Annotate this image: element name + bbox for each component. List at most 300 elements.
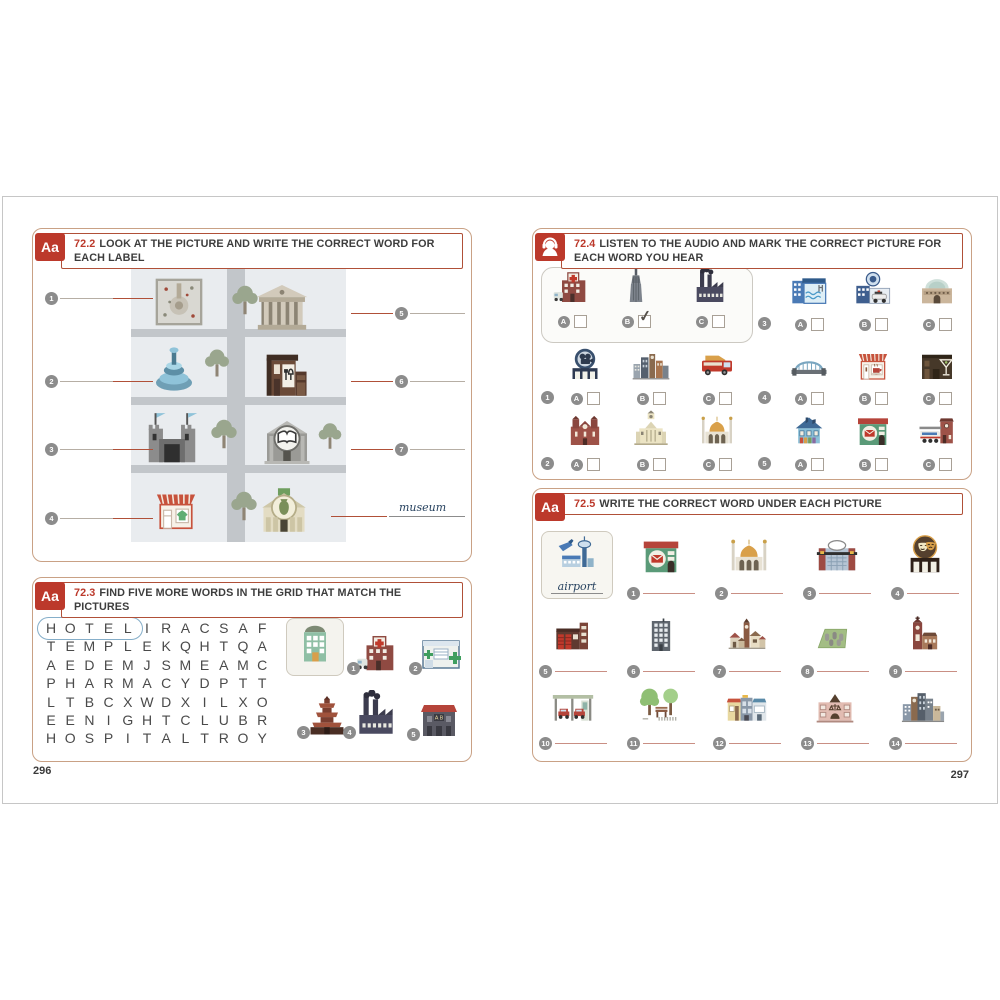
option-letter: A — [571, 459, 583, 471]
answer-blank[interactable] — [729, 743, 781, 744]
option-icon-wrap — [689, 347, 745, 389]
option-a-bridge — [781, 347, 837, 405]
exercise-title: WRITE THE CORRECT WORD UNDER EACH PICTURE — [599, 498, 882, 510]
grid-letter[interactable]: H — [65, 675, 76, 692]
grid-letter[interactable]: D — [199, 675, 210, 692]
castle-icon — [141, 457, 203, 474]
grid-letter[interactable]: C — [257, 656, 268, 673]
tree-icon — [205, 440, 243, 457]
answer-blank[interactable] — [60, 449, 113, 450]
swimming-pool-icon — [789, 270, 829, 315]
grid-letter[interactable]: G — [122, 712, 134, 728]
map-tree — [313, 419, 347, 458]
grid-letter[interactable]: F — [257, 620, 267, 636]
checkbox-example-c[interactable] — [712, 315, 725, 328]
grid-letter[interactable]: P — [103, 730, 114, 747]
checkbox-q1-a[interactable] — [587, 392, 600, 405]
item-number: 2 — [715, 587, 728, 600]
option-answer-row — [689, 392, 745, 405]
answer-blank[interactable] — [905, 671, 957, 672]
checkbox-q3-c[interactable] — [939, 318, 952, 331]
aa-badge — [35, 582, 65, 610]
theater-masks-icon — [902, 532, 948, 583]
tree-icon — [226, 306, 264, 323]
picture-icon-wrap — [533, 617, 613, 661]
option-a-hospital — [544, 270, 600, 328]
checkbox-q5-a[interactable] — [811, 458, 824, 471]
answer-blank[interactable] — [60, 518, 113, 519]
nightclub-icon — [415, 715, 463, 746]
option-b-police-station — [845, 273, 901, 331]
exercise-72-2 — [32, 228, 472, 562]
label-number: 2 — [45, 375, 58, 388]
grid-letter[interactable]: S — [161, 656, 171, 673]
question-number: 3 — [758, 317, 771, 330]
grid-letter[interactable]: A — [161, 730, 171, 747]
item-number: 1 — [627, 587, 640, 600]
option-letter: C — [923, 319, 935, 331]
number-and-blank — [707, 665, 787, 678]
answer-blank[interactable] — [555, 671, 607, 672]
exercise-number: 72.5 — [574, 498, 596, 510]
shopping-mall-icon — [814, 532, 860, 583]
fountain-icon — [147, 381, 201, 398]
option-a-house — [781, 413, 837, 471]
exercise-72-3 — [32, 577, 472, 762]
grid-letter[interactable]: Y — [257, 730, 267, 747]
question-row-2 — [541, 411, 753, 479]
grid-letter[interactable]: T — [238, 675, 248, 692]
grid-letter[interactable]: W — [140, 693, 154, 710]
grid-letter[interactable]: D — [161, 693, 172, 710]
picture-icon-wrap — [621, 617, 701, 661]
option-icon-wrap — [909, 413, 965, 455]
town-square-icon — [151, 317, 207, 334]
aa-badge — [535, 493, 565, 521]
picture-cell-church-small — [883, 617, 963, 678]
number-and-blank — [795, 665, 875, 678]
town-hall-yellow-icon — [631, 410, 671, 455]
option-icon-wrap — [909, 347, 965, 389]
grid-letter[interactable]: T — [142, 730, 152, 747]
option-c-bar — [909, 347, 965, 405]
example-picture-box — [541, 531, 613, 599]
grid-letter[interactable]: O — [256, 693, 268, 710]
option-answer-row — [845, 318, 901, 331]
item-number: 5 — [407, 728, 420, 741]
item-number: 7 — [713, 665, 726, 678]
item-number: 6 — [627, 665, 640, 678]
grid-letter[interactable]: T — [161, 712, 171, 728]
option-letter: B — [859, 319, 871, 331]
grid-letter[interactable]: T — [85, 620, 94, 636]
question-number: 5 — [758, 457, 771, 470]
option-answer-row — [909, 392, 965, 405]
grid-letter[interactable]: R — [257, 712, 268, 728]
option-answer-row — [845, 458, 901, 471]
picture-item-hospital — [355, 630, 401, 681]
grid-letter[interactable]: C — [199, 620, 210, 636]
answer-blank[interactable] — [907, 593, 959, 594]
grid-letter[interactable]: M — [179, 656, 192, 673]
grid-letter[interactable]: P — [103, 638, 114, 655]
checkbox-q3-b[interactable] — [875, 318, 888, 331]
grid-letter[interactable]: E — [65, 638, 75, 655]
option-icon-wrap — [557, 347, 613, 389]
exercise-72-5-header — [561, 493, 963, 515]
checkbox-q2-a[interactable] — [587, 458, 600, 471]
option-answer-row — [623, 458, 679, 471]
grid-letter[interactable]: T — [200, 730, 209, 747]
answer-blank[interactable] — [817, 743, 869, 744]
audio-badge — [535, 233, 565, 261]
picture-cell-shops — [707, 685, 787, 750]
grid-letter[interactable]: L — [200, 712, 209, 728]
grid-letter[interactable]: B — [238, 712, 248, 728]
checkmark: ✓ — [637, 307, 653, 326]
checkbox-q2-c[interactable] — [719, 458, 732, 471]
answer-blank[interactable] — [817, 671, 869, 672]
option-a-church — [557, 413, 613, 471]
grid-letter[interactable]: O — [64, 620, 76, 636]
picture-icon-wrap — [707, 685, 787, 733]
label-connector-line — [351, 381, 393, 382]
grid-letter[interactable]: H — [141, 712, 153, 728]
grid-letter[interactable]: I — [125, 730, 130, 747]
option-answer-row — [909, 318, 965, 331]
grid-letter[interactable]: Q — [237, 638, 249, 655]
map-building-restaurant — [257, 345, 315, 408]
grid-letter[interactable]: H — [45, 730, 57, 747]
option-answer-row — [781, 392, 837, 405]
circled-word-hotel — [37, 617, 143, 640]
answer-blank[interactable] — [731, 593, 783, 594]
house-icon — [789, 410, 829, 455]
grid-letter[interactable]: N — [84, 712, 95, 728]
grid-letter[interactable]: T — [257, 675, 267, 692]
option-icon-wrap — [845, 413, 901, 455]
map-building-castle — [141, 408, 203, 475]
grid-letter[interactable]: A — [238, 620, 248, 636]
option-c-factory — [682, 270, 738, 328]
office-block-icon — [641, 616, 681, 661]
item-number: 1 — [347, 662, 360, 675]
grid-letter[interactable]: T — [46, 638, 56, 655]
item-number: 13 — [801, 737, 814, 750]
grid-letter[interactable]: D — [84, 656, 95, 673]
grid-letter[interactable]: L — [47, 693, 55, 710]
grid-letter[interactable]: Q — [179, 638, 191, 655]
grid-letter[interactable]: H — [199, 638, 210, 655]
picture-icon-wrap — [797, 533, 877, 583]
answer-blank[interactable] — [60, 381, 113, 382]
answer-blank[interactable] — [819, 593, 871, 594]
answer-line — [551, 593, 603, 594]
option-icon-wrap — [608, 270, 664, 312]
bus-station-icon — [551, 684, 595, 733]
label-connector-line — [113, 449, 153, 450]
picture-item-factory — [351, 690, 401, 745]
option-letter: C — [923, 459, 935, 471]
restaurant-icon — [257, 390, 315, 407]
answer-blank[interactable] — [643, 743, 695, 744]
mosque-icon — [726, 532, 772, 583]
grid-letter[interactable]: J — [143, 656, 151, 673]
exercise-number: 72.3 — [74, 587, 96, 599]
answer-blank[interactable] — [643, 671, 695, 672]
city-map-illustration — [131, 269, 346, 542]
item-number: 10 — [539, 737, 552, 750]
picture-cell-fire-station — [533, 617, 613, 678]
headphones-person-icon — [538, 234, 562, 261]
police-station-icon — [853, 270, 893, 315]
grid-letter[interactable]: T — [65, 693, 75, 710]
aa-badge — [35, 233, 65, 261]
picture-icon-wrap — [883, 685, 963, 733]
town-hall-icon — [253, 324, 311, 341]
map-tree — [226, 281, 264, 324]
number-and-blank — [885, 587, 965, 600]
exercise-72-3-header — [61, 582, 463, 618]
checkbox-q1-c[interactable] — [719, 392, 732, 405]
option-letter: C — [696, 316, 708, 328]
grid-letter[interactable]: B — [84, 693, 95, 710]
exercise-72-4 — [532, 228, 972, 480]
answer-blank[interactable] — [410, 313, 465, 314]
grid-letter[interactable]: M — [121, 675, 134, 692]
clothes-shop-icon — [149, 522, 203, 539]
grid-letter[interactable]: I — [106, 712, 111, 728]
option-letter: A — [558, 316, 570, 328]
picture-cell-office-block — [621, 617, 701, 678]
bar-icon — [917, 344, 957, 389]
option-answer-row — [557, 458, 613, 471]
option-letter: A — [795, 319, 807, 331]
exercise-72-4-header — [561, 233, 963, 269]
picture-icon-wrap — [795, 685, 875, 733]
answer-blank[interactable] — [60, 298, 113, 299]
label-connector-line — [113, 298, 153, 299]
checkbox-q1-b[interactable] — [653, 392, 666, 405]
mosque-icon — [697, 410, 737, 455]
grid-letter[interactable]: L — [181, 730, 190, 747]
option-letter: C — [703, 393, 715, 405]
library-icon — [257, 458, 317, 475]
grid-letter[interactable]: A — [46, 656, 56, 673]
option-icon-wrap — [909, 273, 965, 315]
answer-blank[interactable] — [643, 593, 695, 594]
option-icon-wrap — [682, 270, 738, 312]
option-icon-wrap — [623, 347, 679, 389]
item-number: 8 — [801, 665, 814, 678]
grid-letter[interactable]: T — [219, 638, 229, 655]
picture-cell-bus-station — [533, 685, 613, 750]
answer-blank[interactable] — [410, 449, 465, 450]
grid-letter[interactable]: O — [64, 730, 76, 747]
answer-line — [389, 516, 465, 517]
checkbox-example-a[interactable] — [574, 315, 587, 328]
question-number: 2 — [541, 457, 554, 470]
checkbox-example-b[interactable] — [637, 307, 653, 328]
checkbox-q4-a[interactable] — [811, 392, 824, 405]
option-icon-wrap — [845, 273, 901, 315]
checkbox-q2-b[interactable] — [653, 458, 666, 471]
label-number: 1 — [45, 292, 58, 305]
checkbox-q3-a[interactable] — [811, 318, 824, 331]
question-number: 1 — [541, 391, 554, 404]
grid-letter[interactable]: E — [103, 656, 114, 673]
grid-letter[interactable]: A — [84, 675, 95, 692]
shops-icon — [725, 684, 769, 733]
answer-blank[interactable] — [555, 743, 607, 744]
grid-letter[interactable]: C — [103, 693, 114, 710]
grid-letter[interactable]: C — [180, 712, 191, 728]
option-b-city — [623, 347, 679, 405]
item-number: 3 — [803, 587, 816, 600]
example-answer-handwritten: museum — [399, 501, 447, 514]
grid-letter[interactable]: R — [218, 730, 229, 747]
answer-blank[interactable] — [410, 381, 465, 382]
grid-letter[interactable]: S — [84, 730, 95, 747]
option-icon-wrap — [781, 347, 837, 389]
grid-letter[interactable]: U — [218, 712, 229, 728]
grid-letter[interactable]: E — [46, 712, 56, 728]
grid-letter[interactable]: C — [161, 675, 172, 692]
picture-cell-graveyard — [795, 617, 875, 678]
item-number: 9 — [889, 665, 902, 678]
answer-blank[interactable] — [729, 671, 781, 672]
checkbox-q5-b[interactable] — [875, 458, 888, 471]
grid-letter[interactable]: A — [219, 656, 229, 673]
label-number: 7 — [395, 443, 408, 456]
grid-letter[interactable]: O — [237, 730, 249, 747]
grid-letter[interactable]: L — [219, 693, 228, 710]
grid-letter[interactable]: A — [257, 638, 267, 655]
item-number: 12 — [713, 737, 726, 750]
tree-icon — [199, 368, 235, 385]
grid-letter[interactable]: X — [180, 693, 191, 710]
courthouse-icon — [813, 684, 857, 733]
option-icon-wrap — [544, 270, 600, 312]
picture-cell-post-office — [621, 533, 701, 600]
grid-letter[interactable]: X — [123, 693, 133, 710]
option-answer-row — [682, 315, 738, 328]
option-answer-row — [544, 315, 600, 328]
city-skyline-icon — [901, 684, 945, 733]
option-c-train-station — [909, 413, 965, 471]
grid-letter[interactable]: E — [199, 656, 210, 673]
tree-icon — [225, 512, 263, 529]
label-connector-line — [351, 449, 393, 450]
cinema-icon — [565, 344, 605, 389]
exercise-title: LISTEN TO THE AUDIO AND MARK THE CORRECT PICTURE FOR EACH WORD YOU HEAR — [574, 238, 942, 265]
example-answer-handwritten: airport — [557, 580, 597, 593]
grid-letter[interactable]: E — [142, 638, 152, 655]
picture-icon-wrap — [885, 533, 965, 583]
map-tree — [199, 345, 235, 386]
label-connector-line — [113, 381, 153, 382]
grid-letter[interactable]: M — [237, 656, 249, 673]
option-letter: C — [703, 459, 715, 471]
picture-cell-shopping-mall — [797, 533, 877, 600]
grid-letter[interactable]: A — [142, 675, 152, 692]
grid-letter[interactable]: M — [121, 656, 134, 673]
grid-letter[interactable]: E — [103, 620, 114, 636]
grid-letter[interactable]: K — [161, 638, 171, 655]
hospital-icon — [355, 663, 401, 680]
museum-icon — [255, 526, 313, 543]
example-question-box — [541, 267, 753, 343]
grid-letter[interactable]: I — [145, 620, 149, 636]
number-and-blank — [883, 665, 963, 678]
checkbox-q4-c[interactable] — [939, 392, 952, 405]
option-a-swimming-pool — [781, 273, 837, 331]
grid-letter[interactable]: I — [202, 693, 207, 710]
picture-item-pharmacy — [417, 628, 465, 681]
grid-letter[interactable]: S — [219, 620, 229, 636]
grid-letter[interactable]: E — [65, 712, 75, 728]
label-connector-line — [113, 518, 153, 519]
grid-letter[interactable]: P — [219, 675, 229, 692]
option-c-concert-hall — [909, 273, 965, 331]
label-connector-line — [351, 313, 393, 314]
label-number: 3 — [45, 443, 58, 456]
grid-letter[interactable]: L — [123, 620, 132, 636]
answer-blank[interactable] — [905, 743, 957, 744]
grid-letter[interactable]: M — [83, 638, 96, 655]
option-letter: A — [795, 459, 807, 471]
map-building-clothes-shop — [149, 481, 203, 540]
option-b-cafe — [845, 347, 901, 405]
picture-cell-park — [621, 685, 701, 750]
item-number: 14 — [889, 737, 902, 750]
grid-letter[interactable]: X — [238, 693, 248, 710]
label-number: 4 — [45, 512, 58, 525]
number-and-blank — [709, 587, 789, 600]
grid-letter[interactable]: H — [45, 620, 57, 636]
option-answer-row — [781, 318, 837, 331]
map-building-library — [257, 411, 317, 476]
picture-item-nightclub — [415, 694, 463, 747]
option-answer-row — [909, 458, 965, 471]
train-station-icon — [917, 410, 957, 455]
page-number-left: 296 — [33, 765, 52, 777]
picture-icon-wrap — [709, 533, 789, 583]
grid-letter[interactable]: L — [123, 638, 132, 655]
church-icon — [565, 410, 605, 455]
option-answer-row — [608, 307, 664, 328]
fire-engine-icon — [697, 344, 737, 389]
option-letter: C — [923, 393, 935, 405]
option-answer-row — [557, 392, 613, 405]
factory-icon — [351, 727, 401, 744]
item-number: 3 — [297, 726, 310, 739]
grid-letter[interactable]: P — [46, 675, 56, 692]
grid-letter[interactable]: R — [103, 675, 114, 692]
map-tree — [205, 415, 243, 458]
checkbox-q5-c[interactable] — [939, 458, 952, 471]
svg-text:A B: A B — [434, 715, 444, 722]
factory-icon — [690, 267, 730, 312]
grid-letter[interactable]: R — [161, 620, 172, 636]
option-icon-wrap — [689, 413, 745, 455]
grid-letter[interactable]: Y — [180, 675, 191, 692]
question-row-5 — [755, 411, 967, 479]
checkbox-q4-b[interactable] — [875, 392, 888, 405]
grid-letter[interactable]: E — [65, 656, 75, 673]
grid-letter[interactable]: A — [180, 620, 191, 636]
option-icon-wrap — [781, 273, 837, 315]
